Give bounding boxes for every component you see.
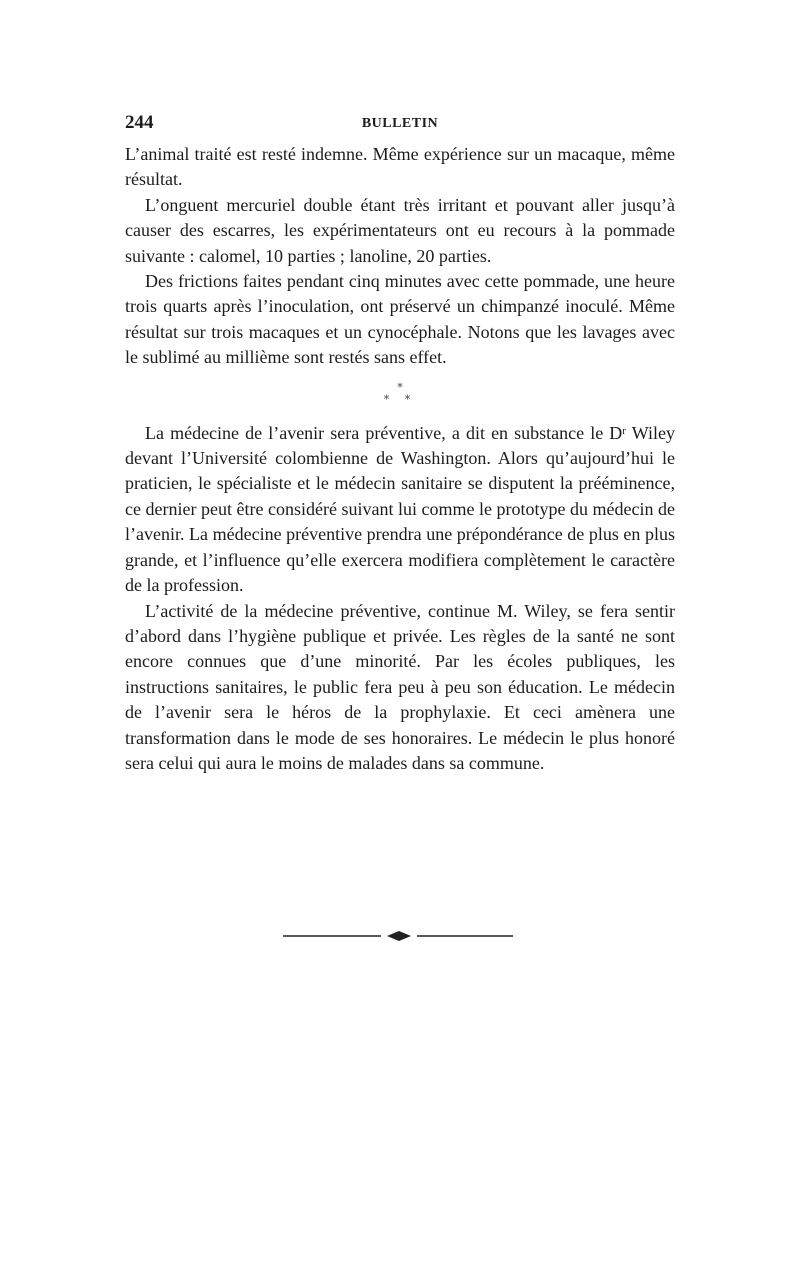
separator-star-top: *: [397, 380, 403, 394]
doctor-abbrev-superscript: r: [622, 424, 626, 437]
paragraph-4-rest: Wiley devant l’Université colombienne de Washington. Alors qu’aujourd’hui le praticien, le spécialiste et le médecin sanitaire se disputent la prééminence, ce dernier peut être considéré suivant lui comme le prototype du médecin de l’avenir. La médecine préventive prendra une prépondérance de plus en plus grande, et l’influence qu’elle exercera modifiera complètement le caractère de la profession.: [125, 422, 675, 596]
body-text: [125, 142, 675, 776]
section-separator: [125, 371, 675, 419]
page: [125, 112, 675, 776]
paragraph-4: [125, 419, 675, 599]
page-number: 244: [125, 112, 154, 133]
paragraph-5: L’activité de la médecine préventive, continue M. Wiley, se fera sentir d’abord dans l’hygiène publique et privée. Les règles de la santé ne sont encore connues que d’une minorité. Par les écoles publiques, les instructions sanitaires, le public fera peu à peu son éducation. Le médecin de l’avenir sera le héros de la prophylaxie. Et ceci amènera une transformation dans le mode de ses honoraires. Le médecin le plus honoré sera celui qui aura le moins de malades dans sa commune.: [125, 600, 675, 773]
paragraph-1: L’animal traité est resté indemne. Même expérience sur un macaque, même résultat.: [125, 144, 675, 190]
page-header: [125, 112, 675, 142]
paragraph-3: Des frictions faites pendant cinq minutes avec cette pommade, une heure trois quarts après l’inoculation, ont préservé un chimpanzé inoculé. Même résultat sur trois macaques et un cynocéphale. Notons que les lavages avec le sublimé au millième sont restés sans effet.: [125, 271, 675, 368]
separator-star-bottom: * *: [383, 392, 417, 406]
end-ornament-icon: [283, 928, 513, 944]
running-title: BULLETIN: [361, 116, 439, 131]
paragraph-2: L’onguent mercuriel double étant très irritant et pouvant aller jusqu’à causer des escarres, les expérimentateurs ont eu recours à la pommade suivante : calomel, 10 parties ; lanoline, 20 parties.: [125, 194, 675, 266]
paragraph-4-start: La médecine de l’avenir sera préventive, a dit en substance le D: [145, 422, 623, 443]
